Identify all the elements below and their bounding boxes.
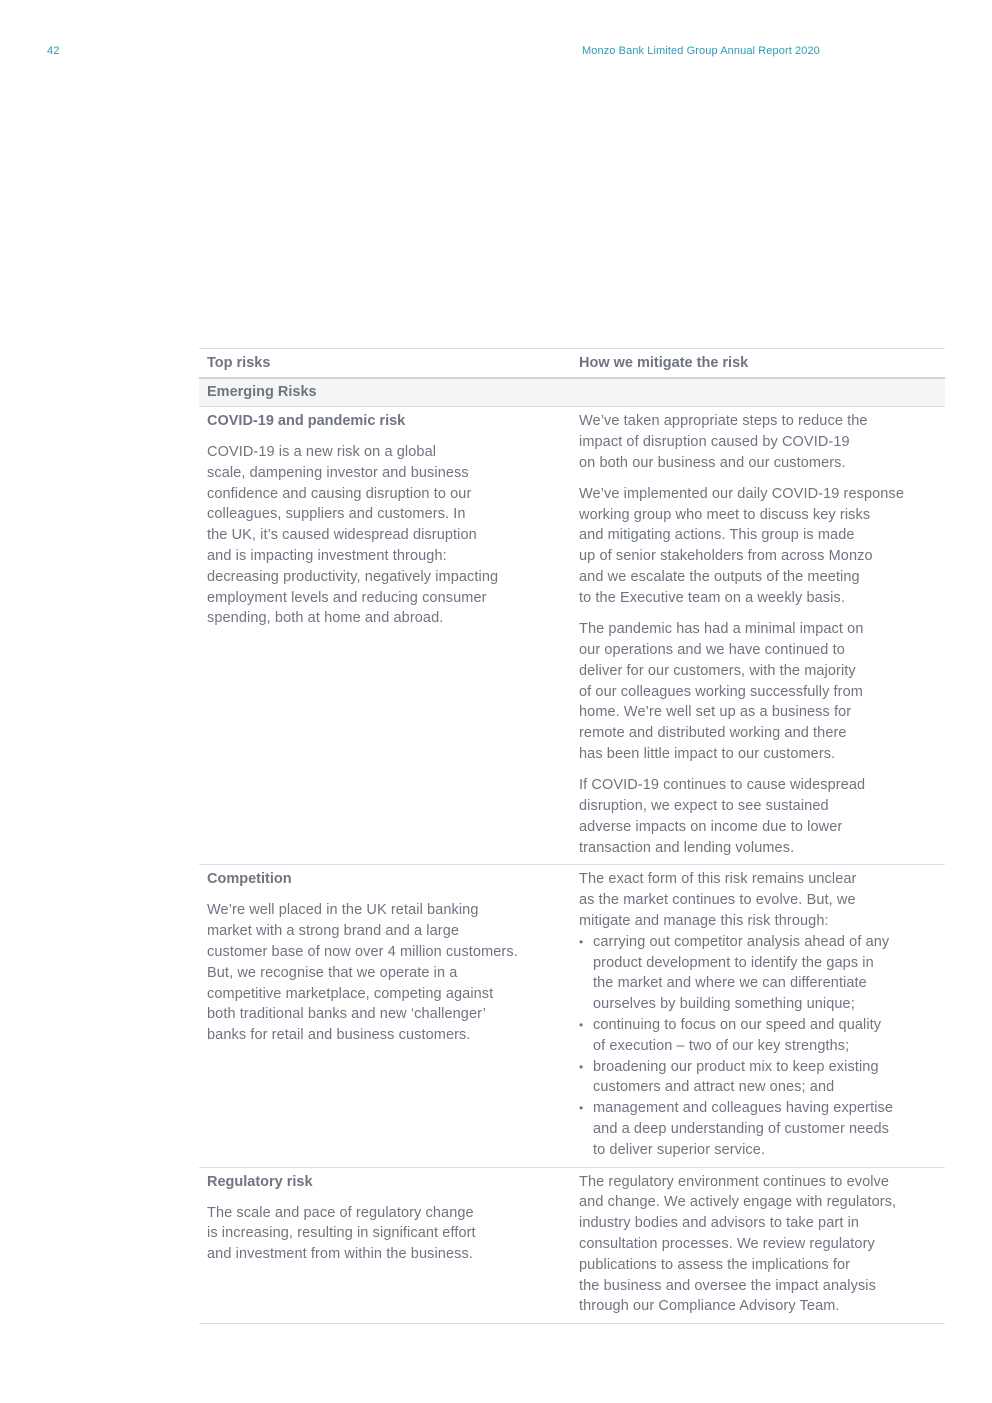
text-line: • continuing to focus on our speed and quality [593,1017,882,1034]
mitigation-paragraph [579,775,937,858]
text-line: to deliver superior service. [593,1141,766,1158]
risk-description [207,442,563,629]
text-line: impact of disruption caused by COVID-19 [579,433,850,450]
header-mitigation: How we mitigate the risk [579,355,749,371]
text-line: consultation processes. We review regulatory [579,1235,875,1252]
text-line: deliver for our customers, with the majority [579,662,856,679]
text-line: The exact form of this risk remains unclear [579,871,857,888]
mitigation-cell [571,1168,945,1324]
text-line: customer base of now over 4 million customers. [207,944,518,961]
text-line: has been little impact to our customers. [579,745,836,762]
text-line: We’re well placed in the UK retail banking [207,902,479,919]
table-header-row [199,349,945,379]
text-line: and mitigating actions. This group is made [579,527,855,544]
text-line: The regulatory environment continues to evolve [579,1173,890,1190]
text-line: disruption, we expect to see sustained [579,798,829,815]
text-line: adverse impacts on income due to lower [579,818,843,835]
text-line: the UK, it’s caused widespread disruption [207,527,477,544]
mitigation-intro [579,869,937,931]
mitigation-cell [571,865,945,1166]
text-line: employment levels and reducing consumer [207,589,487,606]
text-line: up of senior stakeholders from across Monzo [579,548,873,565]
risk-description [207,1203,563,1265]
risk-description-cell [199,1168,571,1324]
risk-title: Competition [207,871,292,888]
text-line: and we escalate the outputs of the meeting [579,569,860,586]
text-line: publications to assess the implications for [579,1256,851,1273]
risk-description-cell [199,865,571,1166]
text-line: and investment from within the business. [207,1246,473,1263]
list-item [579,932,937,1015]
text-line: mitigate and manage this risk through: [579,913,829,930]
section-label: Emerging Risks [207,384,317,400]
text-line: on both our business and our customers. [579,454,846,471]
text-line: the market and where we can differentiate [593,975,867,992]
risk-description-cell [199,407,571,864]
text-line: The scale and pace of regulatory change [207,1204,474,1221]
text-line: competitive marketplace, competing against [207,985,494,1002]
text-line: • management and colleagues having expertise [593,1100,894,1117]
text-line: and is impacting investment through: [207,547,447,564]
mitigation-paragraph [579,484,937,609]
text-line: home. We’re well set up as a business for [579,704,852,721]
text-line: decreasing productivity, negatively impacting [207,568,499,585]
text-line: and a deep understanding of customer needs [593,1121,890,1137]
section-row-emerging-risks [199,379,945,407]
text-line: as the market continues to evolve. But, we [579,892,856,909]
text-line: We’ve implemented our daily COVID-19 response [579,485,904,502]
text-line: colleagues, suppliers and customers. In [207,506,466,523]
text-line: The pandemic has had a minimal impact on [579,621,864,638]
text-line: industry bodies and advisors to take part in [579,1215,860,1232]
mitigation-paragraph [579,1172,937,1318]
list-item [579,1098,937,1160]
text-line: working group who meet to discuss key risks [579,506,871,523]
text-line: spending, both at home and abroad. [207,610,444,627]
table-row [199,865,945,1167]
risk-title: Regulatory risk [207,1173,313,1190]
mitigation-bullet-list [579,932,937,1161]
text-line: is increasing, resulting in significant effort [207,1225,476,1242]
text-line: COVID-19 is a new risk on a global [207,444,437,460]
text-line: through our Compliance Advisory Team. [579,1298,840,1315]
text-line: to the Executive team on a weekly basis. [579,589,845,606]
text-line: customers and attract new ones; and [593,1079,835,1096]
text-line: banks for retail and business customers. [207,1027,471,1044]
text-line: and change. We actively engage with regulators, [579,1194,897,1211]
text-line: the business and oversee the impact analysis [579,1277,876,1294]
text-line: • carrying out competitor analysis ahead of any [593,933,890,950]
text-line: remote and distributed working and there [579,725,847,742]
mitigation-paragraph [579,411,937,473]
text-line: product development to identify the gaps in [593,954,874,971]
table-row [199,1168,945,1325]
risk-title: COVID-19 and pandemic risk [207,413,406,429]
text-line: • broadening our product mix to keep existing [593,1058,879,1075]
table-row [199,407,945,865]
header-top-risks: Top risks [207,355,271,371]
running-header: Monzo Bank Limited Group Annual Report 2020 [582,45,820,57]
risk-table [199,348,945,1324]
text-line: both traditional banks and new ‘challenger’ [207,1006,486,1023]
text-line: scale, dampening investor and business [207,464,469,481]
text-line: If COVID-19 continues to cause widespread [579,777,866,794]
text-line: ourselves by building something unique; [593,996,855,1013]
mitigation-cell [571,407,945,864]
risk-description [207,900,563,1046]
text-line: market with a strong brand and a large [207,923,460,940]
text-line: We’ve taken appropriate steps to reduce the [579,413,868,429]
list-item [579,1015,937,1057]
text-line: our operations and we have continued to [579,641,845,658]
text-line: of execution – two of our key strengths; [593,1037,850,1054]
text-line: confidence and causing disruption to our [207,485,472,502]
page-number: 42 [47,45,60,57]
mitigation-paragraph [579,619,937,765]
text-line: transaction and lending volumes. [579,839,795,856]
list-item [579,1057,937,1099]
text-line: of our colleagues working successfully from [579,683,863,700]
text-line: But, we recognise that we operate in a [207,964,458,981]
